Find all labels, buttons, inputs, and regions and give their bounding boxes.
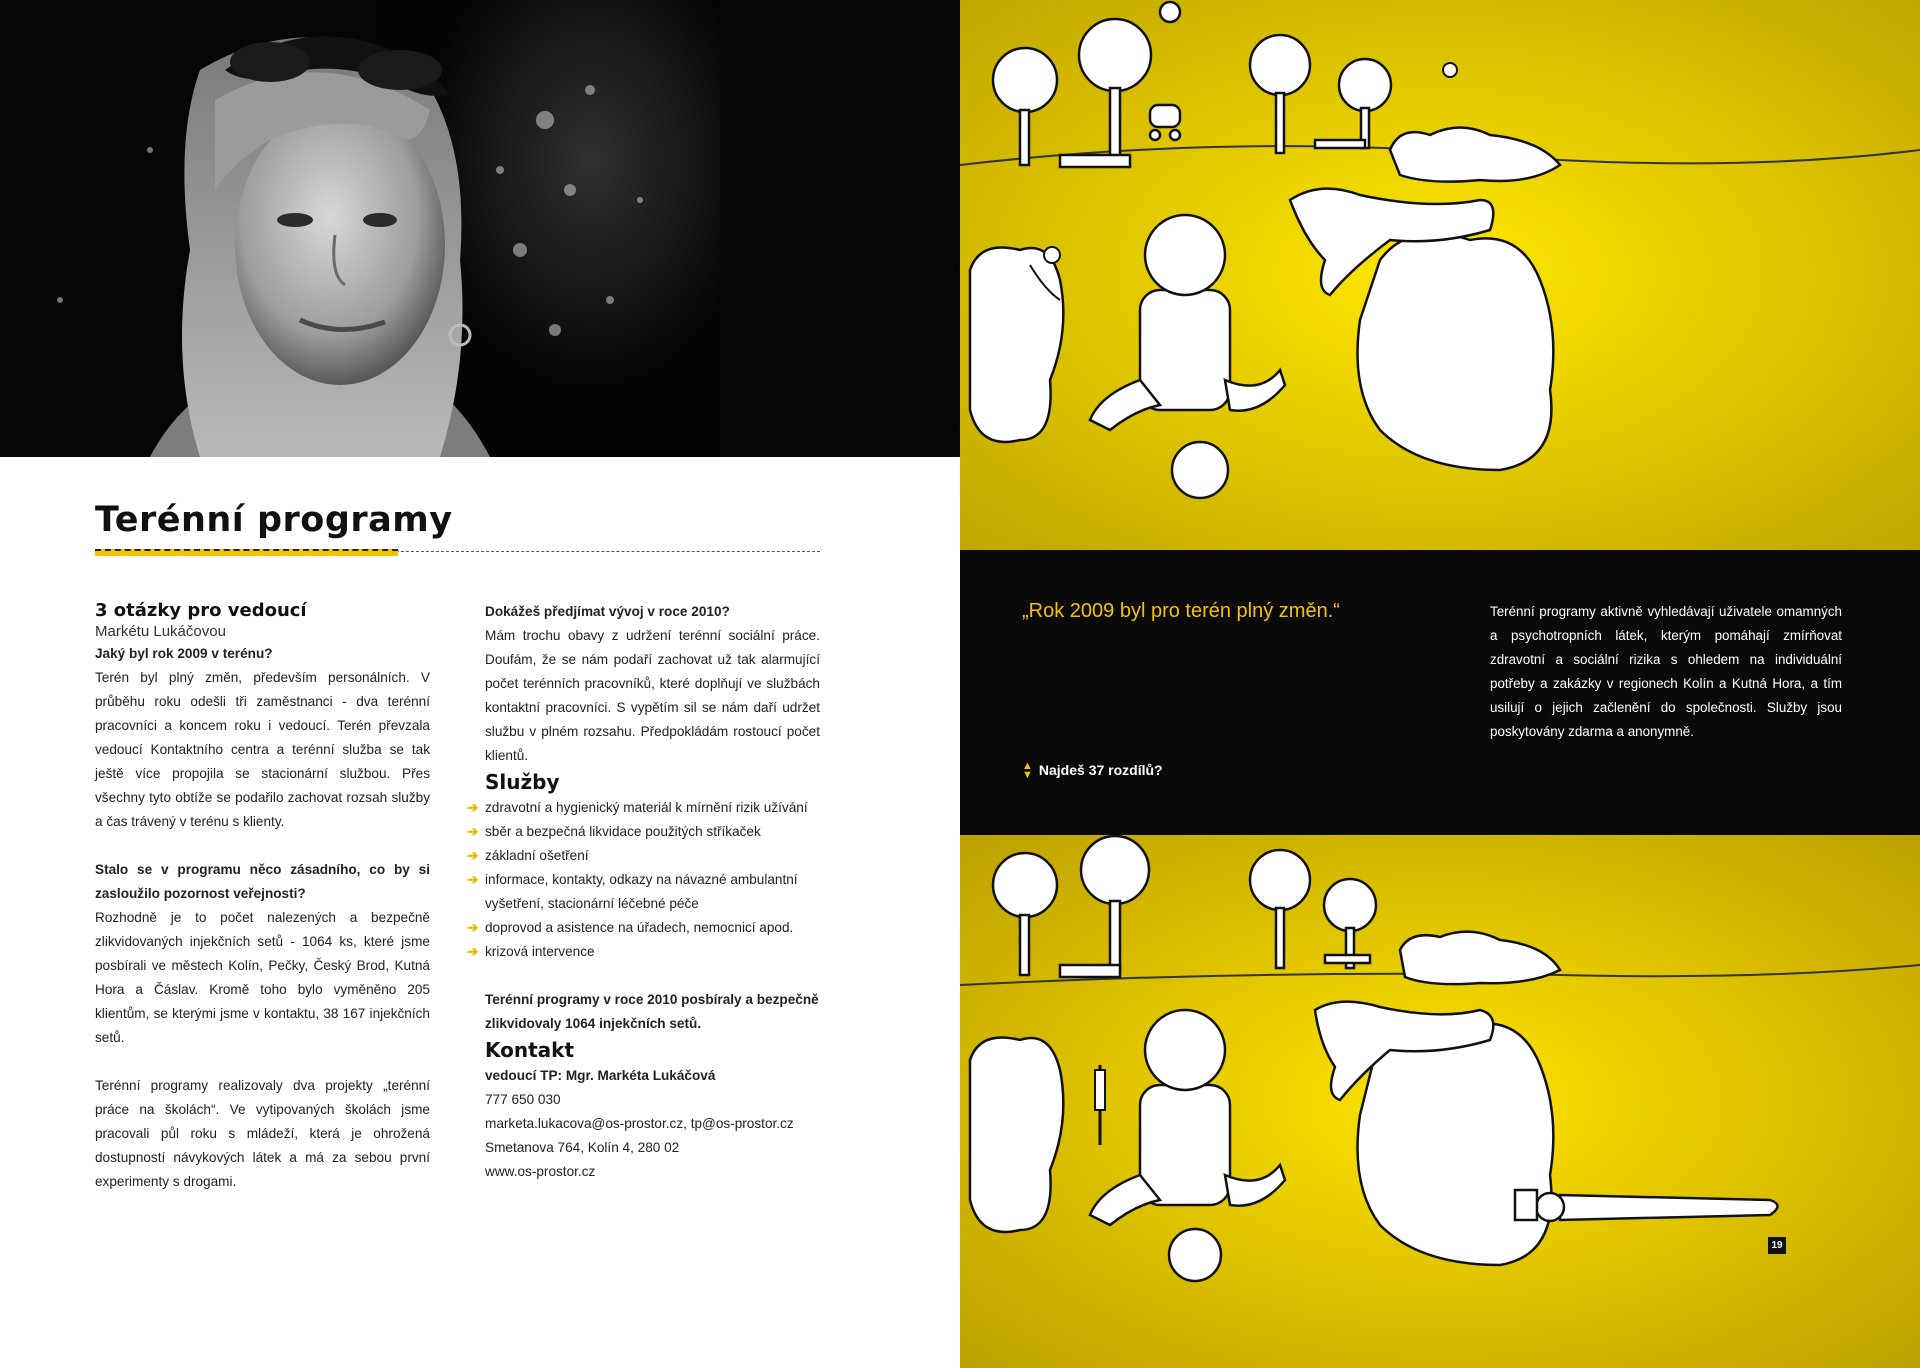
contact-heading: Kontakt bbox=[485, 1038, 575, 1062]
program-intro-text: Terénní programy aktivně vyhledávají uživatele omamných a psychotropních látek, kterým pomáhají zmírňovat zdravotní a sociální rizika s ohledem na individuální potřeby a zakázky v regionech Kolín a Kutná Hora, a tím usilují o jejich začlenění do společnosti. Služby jsou poskytovány zdarma a anonymně. bbox=[1490, 604, 1842, 739]
arrow-right-icon: ➔ bbox=[467, 824, 479, 839]
arrow-right-icon: ➔ bbox=[467, 872, 479, 887]
contact-email[interactable]: marketa.lukacova@os-prostor.cz, tp@os-prostor.cz bbox=[485, 1116, 794, 1131]
illustration-top bbox=[960, 0, 1920, 550]
answer-1: Terén byl plný změn, především personálních. V průběhu roku odešli tři zaměstnanci - dva terénní pracovníci a koncem roku i vedoucí. Terén převzala vedoucí Kontaktního centra a terénní služba se tak ještě více propojila se stacionární službou. Přes všechny tyto obtíže se podařilo zachovat rozsah služby a čas trávený v terénu s klienty. bbox=[95, 670, 430, 829]
services-heading: Služby bbox=[485, 770, 560, 794]
contact-lead: vedoucí TP: Mgr. Markéta Lukáčová bbox=[485, 1068, 716, 1083]
service-item: ➔ informace, kontakty, odkazy na návazné ambulantní vyšetření, stacionární léčebné péče bbox=[485, 868, 820, 916]
illustration-bottom bbox=[960, 835, 1920, 1368]
contact-web[interactable]: www.os-prostor.cz bbox=[485, 1164, 596, 1179]
question-1: Jaký byl rok 2009 v terénu? bbox=[95, 646, 273, 661]
title-accent-bar bbox=[95, 549, 398, 556]
contact-phone[interactable]: 777 650 030 bbox=[485, 1092, 561, 1107]
answer-2: Rozhodně je to počet nalezených a bezpečně zlikvidovaných injekčních setů - 1064 ks, které jsme posbírali ve městech Kolín, Pečky, Český Brod, Kutná Hora a Čáslav. Kromě toho bylo vyměněno 205 klientům, se kterými jsme v kontaktu, 38 167 injekčních setů. bbox=[95, 910, 430, 1045]
spot-the-difference-hint: ▲ ▼ Najdeš 37 rozdílů? bbox=[1022, 760, 1163, 782]
arrow-right-icon: ➔ bbox=[467, 800, 479, 815]
interview-column-2 bbox=[467, 600, 820, 1184]
page-title: Terénní programy bbox=[95, 500, 453, 540]
page-number: 19 bbox=[1768, 1237, 1786, 1254]
right-page bbox=[960, 0, 1920, 1368]
question-2: Stalo se v programu něco zásadního, co by si zasloužilo pozornost veřejnosti? bbox=[95, 862, 430, 901]
arrow-right-icon: ➔ bbox=[467, 920, 479, 935]
service-item: ➔ krizová intervence bbox=[485, 940, 820, 964]
up-down-arrows-icon: ▲ ▼ bbox=[1022, 760, 1033, 782]
question-3: Dokážeš předjímat vývoj v roce 2010? bbox=[485, 604, 730, 619]
contact-address: Smetanova 764, Kolín 4, 280 02 bbox=[485, 1140, 680, 1155]
service-item: ➔ sběr a bezpečná likvidace použitých stříkaček bbox=[485, 820, 820, 844]
pull-quote: „Rok 2009 byl pro terén plný změn.“ bbox=[1022, 600, 1340, 622]
services-summary: Terénní programy v roce 2010 posbíraly a bezpečně zlikvidovaly 1064 injekčních setů. bbox=[485, 992, 819, 1031]
contact-block bbox=[485, 1036, 820, 1184]
service-item: ➔ doprovod a asistence na úřadech, nemocnicí apod. bbox=[485, 916, 820, 940]
interview-subheading: Markétu Lukáčovou bbox=[95, 623, 226, 640]
interview-heading: 3 otázky pro vedoucí bbox=[95, 600, 307, 621]
answer-2-continued: Terénní programy realizovaly dva projekty „terénní práce na školách“. Ve vytipovaných školách jsme pracovali půl roku s mládeží, která je ohrožená dostupností návykových látek a má za sebou první experimenty s drogami. bbox=[95, 1078, 430, 1189]
services-list bbox=[467, 796, 820, 964]
interview-column-1 bbox=[95, 600, 430, 1194]
arrow-right-icon: ➔ bbox=[467, 848, 479, 863]
portrait-photo bbox=[0, 0, 960, 457]
service-item: ➔ zdravotní a hygienický materiál k mírnění rizik užívání bbox=[485, 796, 820, 820]
arrow-right-icon: ➔ bbox=[467, 944, 479, 959]
answer-3: Mám trochu obavy z udržení terénní sociální práce. Doufám, že se nám podaří zachovat už tak alarmující počet terénních pracovníků, které doplňují ve službách kontaktní pracovníci. S vypětím sil se nám daří udržet službu v plném rozsahu. Předpokládám rostoucí počet klientů. bbox=[485, 628, 820, 763]
service-item: ➔ základní ošetření bbox=[485, 844, 820, 868]
